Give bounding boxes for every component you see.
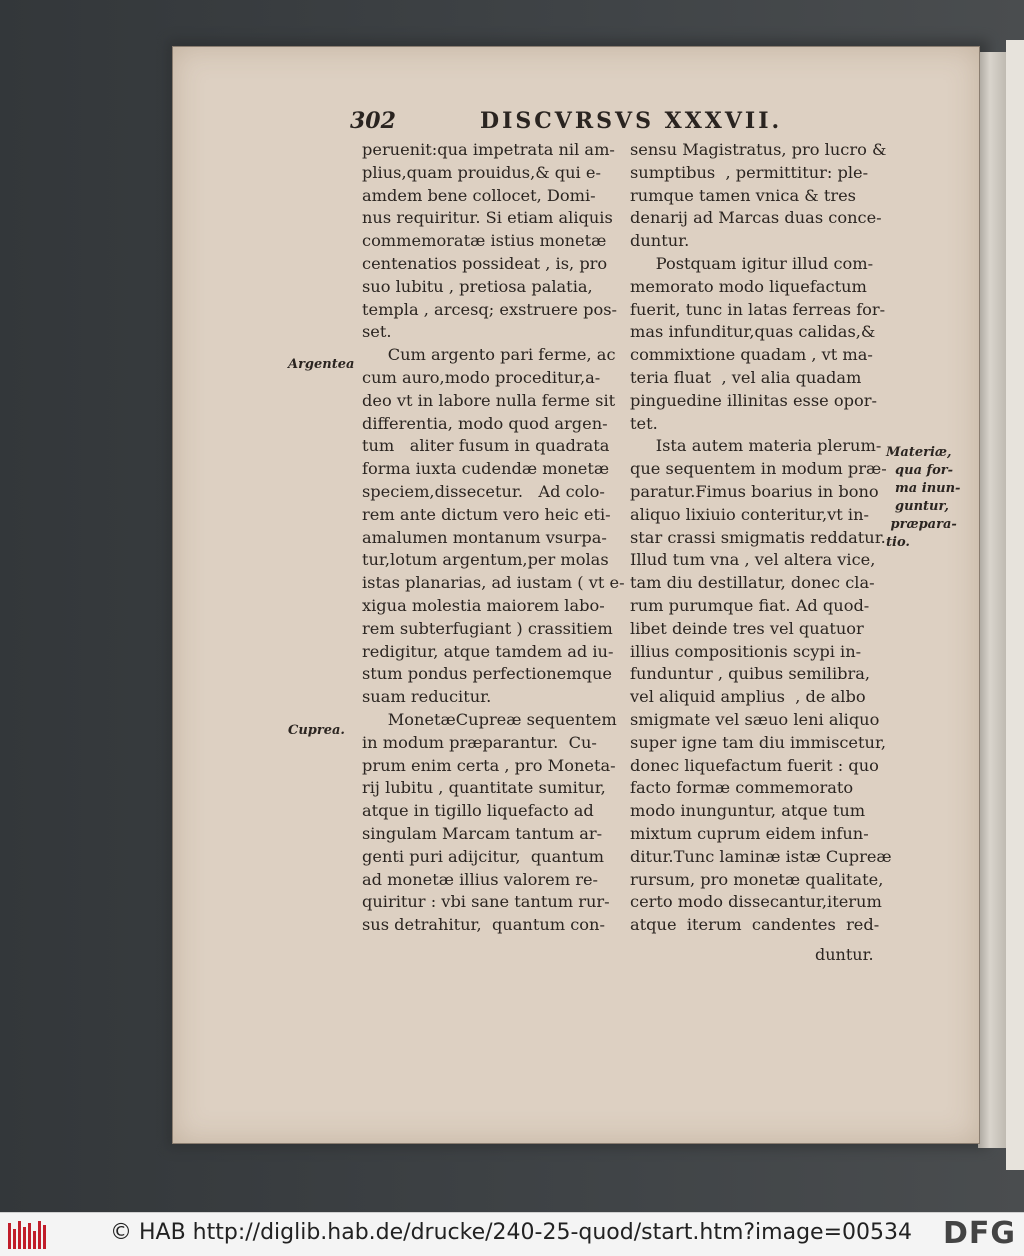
running-head: DISCVRSVS XXXVII. [480, 108, 783, 134]
catchword: duntur. [815, 945, 874, 964]
book-edge [978, 52, 1008, 1148]
barcode-logo-icon [6, 1219, 46, 1249]
copyright-link[interactable]: © HAB http://diglib.hab.de/drucke/240-25-quod/start.htm?image=00534 [110, 1220, 913, 1245]
page-number: 302 [350, 108, 396, 134]
margin-note-argentea: Argentea [288, 357, 355, 372]
dfg-logo: DFG [942, 1216, 1016, 1251]
footer-bar [0, 1212, 1024, 1256]
left-column-text: peruenit:qua impetrata nil am- plius,quam prouidus,& qui e- amdem bene collocet, Domi- nus requiritur. Si etiam aliquis commemoratæ istius monetæ centenatios possideat , is, pro suo lubitu , pretiosa palatia, templa , arcesq; exstruere pos- set. Cum argento pari ferme, ac cum auro,modo proceditur,a- deo vt in labore nulla ferme sit differentia, modo quod argen- tum aliter fusum in quadrata forma iuxta cudendæ monetæ speciem,dissecetur. Ad colo- rem ante dictum vero heic eti- amalumen montanum vsurpa- tur,lotum argentum,per molas istas planarias, ad iustam ( vt e- xigua molestia maiorem labo- rem subterfugiant ) crassitiem redigitur, atque tamdem ad iu- stum pondus perfectionemque suam reducitur. MonetæCupreæ sequentem in modum præparantur. Cu- prum enim certa , pro Moneta- rij lubitu , quantitate sumitur, atque in tigillo liquefacto ad singulam Marcam tantum ar- genti puri adijcitur, quantum ad monetæ illius valorem re- quiritur : vbi sane tantum rur- sus detrahitur, quantum con- [362, 140, 625, 935]
page-header [350, 108, 910, 142]
right-column-text: sensu Magistratus, pro lucro & sumptibus , permittitur: ple- rumque tamen vnica & tres denarij ad Marcas duas conce- duntur. Postquam igitur illud com- memorato modo liquefactum fuerit, tunc in latas ferreas for- mas infunditur,quas calidas,& commixtione quadam , vt ma- teria fluat , vel alia quadam pinguedine illinitas esse opor- tet. Ista autem materia plerum- que sequentem in modum præ- paratur.Fimus boarius in bono aliquo lixiuio conteritur,vt in- star crassi smigmatis reddatur. Illud tum vna , vel altera vice, tam diu destillatur, donec cla- rum purumque fiat. Ad quod- libet deinde tres vel quatuor illius compositionis scypi in- funduntur , quibus semilibra, vel aliquid amplius , de albo smigmate vel sæuo leni aliquo super igne tam diu immiscetur, donec liquefactum fuerit : quo facto formæ commemorato modo inunguntur, atque tum mixtum cuprum eidem infun- ditur.Tunc laminæ istæ Cupreæ rursum, pro monetæ qualitate, certo modo dissecantur,iterum atque iterum candentes red- [630, 140, 892, 935]
book-edge-outer [1006, 40, 1024, 1170]
margin-note-cuprea: Cuprea. [288, 723, 345, 738]
margin-note-materia: Materiæ, qua for- ma inun- guntur, præpara- tio. [886, 445, 961, 550]
